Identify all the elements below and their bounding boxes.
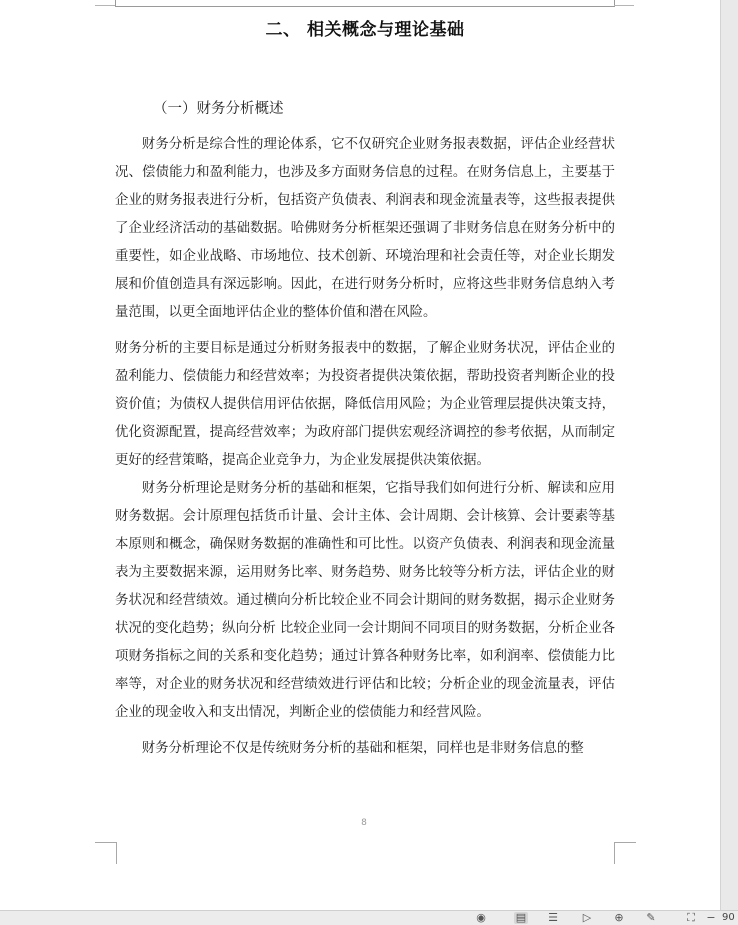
section-title: （一）财务分析概述 <box>153 101 284 117</box>
outline-icon[interactable]: ☰ <box>548 911 558 924</box>
paragraph: 财务分析理论不仅是传统财务分析的基础和框架，同样也是非财务信息的整 <box>141 741 584 756</box>
page-view-icon[interactable]: ▤ <box>515 911 527 924</box>
status-bar <box>0 910 738 925</box>
margin-corner-mark <box>614 842 636 864</box>
globe-icon[interactable]: ⊕ <box>614 911 624 924</box>
page-gutter <box>720 0 738 910</box>
fit-icon[interactable]: ⛶ <box>687 911 695 924</box>
previous-content-box <box>115 0 615 7</box>
eye-icon[interactable]: ◉ <box>476 911 486 924</box>
margin-mark <box>614 5 634 6</box>
zoom-out-icon[interactable]: − <box>706 911 716 924</box>
chapter-title: 二、 相关概念与理论基础 <box>265 20 465 40</box>
pen-icon[interactable]: ✎ <box>646 911 656 924</box>
page-number: 8 <box>361 818 367 828</box>
margin-mark <box>95 5 115 6</box>
zoom-level[interactable]: 90 <box>722 912 735 923</box>
play-icon[interactable]: ▷ <box>582 911 592 924</box>
paragraph: 财务分析是综合性的理论体系，它不仅研究企业财务报表数据，评估企业经营状况、偿债能力和盈利能力，也涉及多方面财务信息的过程。在财务信息上，主要基于企业的财务报表进行分析，包括资产负债表、利润表和现金流量表等，这些报表提供了企业经济活动的基础数据。哈佛财务分析框架还强调了非财务信息在财务分析中的重要性，如企业战略、市场地位、技术创新、环境治理和社会责任等，对企业长期发展和价值创造具有深远影响。因此，在进行财务分析时，应将这些非财务信息纳入考量范围，以更全面地评估企业的整体价值和潜在风险。 <box>115 137 615 320</box>
paragraph: 财务分析的主要目标是通过分析财务报表中的数据，了解企业财务状况，评估企业的盈利能力、偿债能力和经营效率；为投资者提供决策依据，帮助投资者判断企业的投资价值；为债权人提供信用评估依据，降低信用风险；为企业管理层提供决策支持，优化资源配置，提高经营效率；为政府部门提供宏观经济调控的参考依据，从而制定更好的经营策略，提高企业竞争力，为企业发展提供决策依据。 <box>115 341 615 468</box>
document-body <box>115 15 615 763</box>
paragraph: 财务分析理论是财务分析的基础和框架，它指导我们如何进行分析、解读和应用财务数据。会计原理包括货币计量、会计主体、会计周期、会计核算、会计要素等基本原则和概念，确保财务数据的准确性和可比性。以资产负债表、利润表和现金流量表为主要数据来源，运用财务比率、财务趋势、财务比较等分析方法，评估企业的财务状况和经营绩效。通过横向分析比较企业不同会计期间的财务数据，揭示企业财务状况的变化趋势；纵向分析 比较企业同一会计期间不同项目的财务数据，分析企业各项财务指标之间的关系和变化趋势；通过计算各种财务比率，如利润率、偿债能力比率等，对企业的财务状况和经营绩效进行评估和比较；分析企业的现金流量表，评估企业的现金收入和支出情况，判断企业的偿债能力和经营风险。 <box>115 481 615 720</box>
margin-corner-mark <box>95 842 117 864</box>
